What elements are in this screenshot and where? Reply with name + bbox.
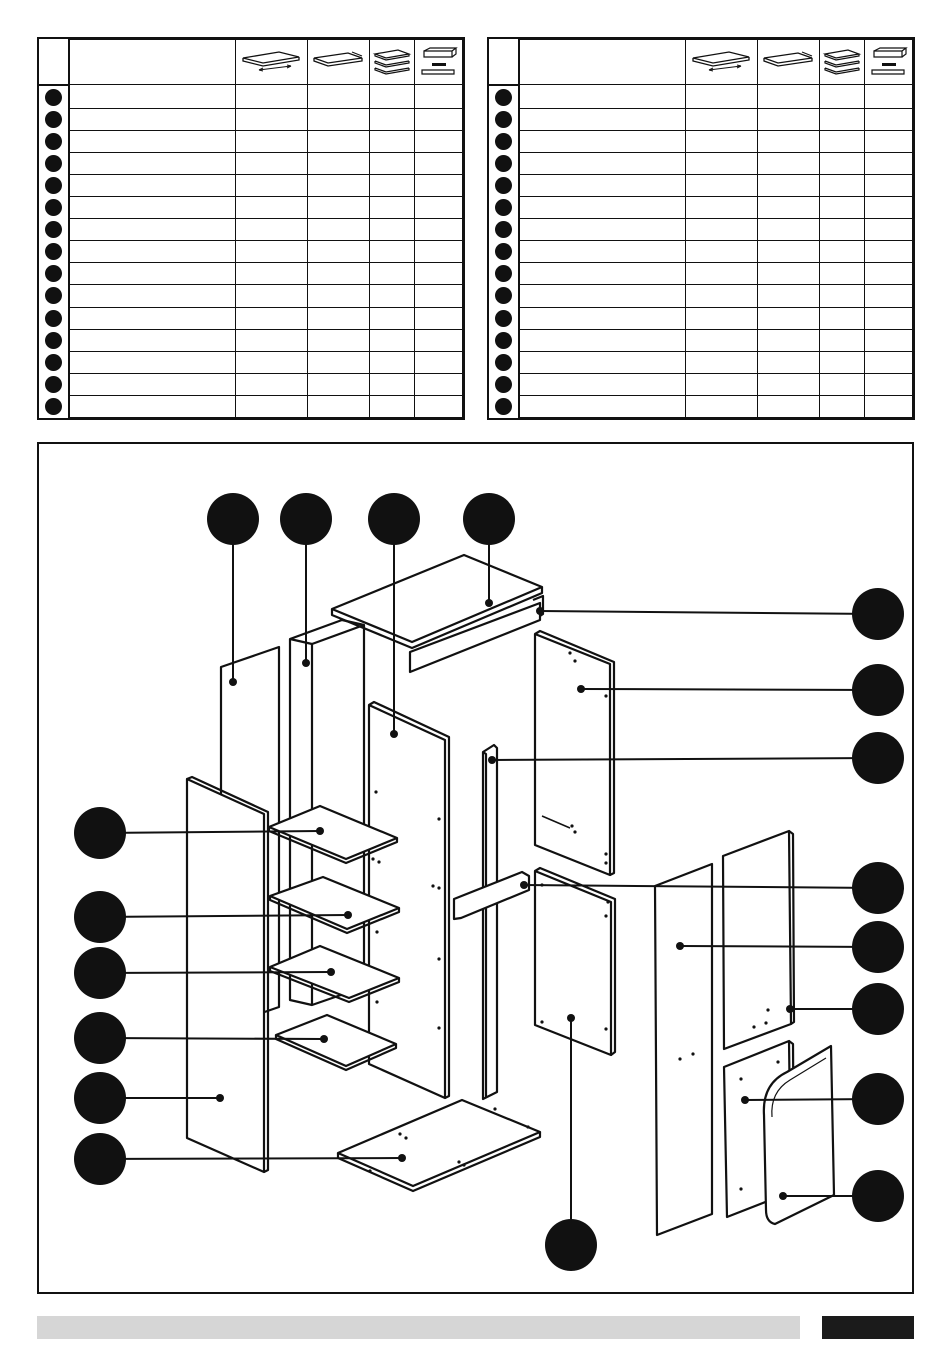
part-number-cell: [39, 85, 69, 108]
table-cell: [414, 395, 463, 417]
table-cell: [235, 263, 307, 285]
table-cell: [519, 307, 685, 329]
table-row: [489, 130, 913, 152]
table-cell: [69, 307, 235, 329]
table-header-row: [39, 40, 463, 85]
part-number-cell: [39, 351, 69, 373]
part-number-cell: [489, 241, 519, 263]
table-header-row: [489, 40, 913, 85]
table-cell: [307, 85, 369, 108]
table-cell: [414, 219, 463, 241]
table-cell: [414, 263, 463, 285]
callout-circle: [852, 862, 904, 914]
callout-circle: [852, 588, 904, 640]
table-row: [489, 152, 913, 174]
table-cell: [757, 373, 819, 395]
table-cell: [519, 373, 685, 395]
small-parts-icon: [416, 47, 460, 77]
table-cell: [864, 197, 913, 219]
part-number-cell: [489, 285, 519, 307]
table-cell: [685, 108, 757, 130]
table-row: [489, 197, 913, 219]
table-cell: [819, 219, 864, 241]
header-col-stack: [819, 40, 864, 85]
table-cell: [369, 175, 414, 197]
table-cell: [307, 263, 369, 285]
table-cell: [235, 373, 307, 395]
table-cell: [307, 373, 369, 395]
table-cell: [414, 175, 463, 197]
table-row: [489, 175, 913, 197]
table-cell: [685, 307, 757, 329]
callout-circle: [852, 1170, 904, 1222]
table-cell: [69, 329, 235, 351]
callout-circle: [852, 664, 904, 716]
table-cell: [369, 351, 414, 373]
table-row: [489, 395, 913, 417]
panel-length-icon: [689, 48, 753, 76]
table-cell: [757, 241, 819, 263]
table-cell: [519, 219, 685, 241]
table-cell: [69, 85, 235, 108]
table-cell: [864, 263, 913, 285]
table-cell: [307, 130, 369, 152]
exploded-assembly-diagram: [39, 444, 912, 1292]
table-cell: [414, 152, 463, 174]
part-number-badge: [495, 287, 512, 304]
side-panel-right-outer: [655, 864, 712, 1235]
table-cell: [519, 108, 685, 130]
table-cell: [685, 152, 757, 174]
table-cell: [307, 395, 369, 417]
table-cell: [685, 285, 757, 307]
part-number-cell: [39, 373, 69, 395]
part-number-badge: [495, 376, 512, 393]
table-cell: [819, 197, 864, 219]
table-cell: [519, 285, 685, 307]
part-number-cell: [489, 373, 519, 395]
table-cell: [757, 395, 819, 417]
table-cell: [864, 241, 913, 263]
part-number-cell: [39, 329, 69, 351]
part-number-badge: [45, 287, 62, 304]
table-cell: [685, 395, 757, 417]
part-number-cell: [39, 307, 69, 329]
table-cell: [757, 329, 819, 351]
table-cell: [69, 373, 235, 395]
table-cell: [369, 241, 414, 263]
part-number-cell: [489, 329, 519, 351]
parts-table-left: [37, 37, 465, 420]
table-cell: [414, 85, 463, 108]
table-row: [39, 85, 463, 108]
part-number-badge: [45, 133, 62, 150]
table-cell: [757, 307, 819, 329]
table-cell: [757, 285, 819, 307]
table-cell: [414, 241, 463, 263]
table-cell: [307, 175, 369, 197]
table-cell: [414, 373, 463, 395]
part-number-cell: [489, 307, 519, 329]
table-cell: [235, 152, 307, 174]
table-cell: [864, 329, 913, 351]
table-cell: [819, 373, 864, 395]
part-number-cell: [39, 197, 69, 219]
table-cell: [519, 130, 685, 152]
table-cell: [307, 241, 369, 263]
table-cell: [414, 197, 463, 219]
table-cell: [519, 329, 685, 351]
part-number-badge: [495, 177, 512, 194]
table-cell: [519, 197, 685, 219]
table-row: [39, 241, 463, 263]
table-cell: [235, 307, 307, 329]
part-number-badge: [495, 111, 512, 128]
table-cell: [864, 130, 913, 152]
part-number-badge: [45, 332, 62, 349]
table-cell: [757, 85, 819, 108]
part-number-cell: [489, 219, 519, 241]
table-cell: [685, 351, 757, 373]
part-number-cell: [489, 395, 519, 417]
part-number-cell: [39, 395, 69, 417]
panel-stack-icon: [822, 47, 862, 77]
table-cell: [369, 329, 414, 351]
table-row: [39, 373, 463, 395]
table-row: [39, 219, 463, 241]
part-number-cell: [39, 152, 69, 174]
parts-table-grid: [39, 39, 463, 418]
part-number-badge: [495, 354, 512, 371]
table-cell: [235, 130, 307, 152]
table-cell: [369, 307, 414, 329]
table-cell: [757, 197, 819, 219]
part-number-cell: [39, 263, 69, 285]
parts-table-grid: [489, 39, 913, 418]
table-cell: [69, 130, 235, 152]
table-cell: [864, 395, 913, 417]
exploded-diagram-frame: [37, 442, 914, 1294]
table-cell: [307, 108, 369, 130]
table-cell: [307, 152, 369, 174]
part-number-cell: [489, 175, 519, 197]
table-row: [489, 263, 913, 285]
part-number-badge: [45, 243, 62, 260]
table-row: [39, 307, 463, 329]
table-row: [489, 373, 913, 395]
part-number-badge: [495, 310, 512, 327]
table-cell: [819, 130, 864, 152]
header-col-stack: [369, 40, 414, 85]
part-number-cell: [489, 130, 519, 152]
parts-table-right: [487, 37, 915, 420]
table-cell: [757, 263, 819, 285]
header-col-width: [307, 40, 369, 85]
table-cell: [369, 108, 414, 130]
table-cell: [819, 263, 864, 285]
callout-circle: [545, 1219, 597, 1271]
callout-circle: [852, 1073, 904, 1125]
table-cell: [69, 351, 235, 373]
part-number-cell: [39, 108, 69, 130]
table-row: [39, 175, 463, 197]
table-cell: [685, 329, 757, 351]
part-number-cell: [489, 152, 519, 174]
part-number-badge: [495, 243, 512, 260]
part-number-cell: [489, 351, 519, 373]
part-number-cell: [489, 263, 519, 285]
table-cell: [819, 85, 864, 108]
part-number-badge: [495, 221, 512, 238]
table-cell: [307, 307, 369, 329]
header-col-small: [864, 40, 913, 85]
header-num-cell: [39, 40, 69, 85]
header-col-width: [757, 40, 819, 85]
table-cell: [519, 152, 685, 174]
small-parts-icon: [866, 47, 910, 77]
table-cell: [235, 351, 307, 373]
table-cell: [235, 285, 307, 307]
table-cell: [819, 307, 864, 329]
table-cell: [685, 85, 757, 108]
table-cell: [69, 395, 235, 417]
table-cell: [414, 351, 463, 373]
callout-circle: [463, 493, 515, 545]
table-cell: [864, 175, 913, 197]
part-number-badge: [495, 398, 512, 415]
table-cell: [369, 373, 414, 395]
header-col-length: [685, 40, 757, 85]
header-num-cell: [489, 40, 519, 85]
table-cell: [235, 219, 307, 241]
table-row: [489, 85, 913, 108]
table-cell: [369, 395, 414, 417]
table-cell: [819, 241, 864, 263]
table-cell: [819, 175, 864, 197]
table-cell: [864, 152, 913, 174]
callout-circle: [280, 493, 332, 545]
panel-length-icon: [239, 48, 303, 76]
table-cell: [307, 197, 369, 219]
table-cell: [519, 395, 685, 417]
table-cell: [69, 152, 235, 174]
part-number-cell: [39, 175, 69, 197]
table-cell: [685, 241, 757, 263]
part-number-badge: [45, 177, 62, 194]
callout-circle: [74, 947, 126, 999]
table-cell: [685, 263, 757, 285]
table-cell: [819, 285, 864, 307]
callout-circle: [852, 732, 904, 784]
table-cell: [235, 108, 307, 130]
table-cell: [369, 197, 414, 219]
callout-circle: [852, 921, 904, 973]
table-cell: [757, 108, 819, 130]
back-panel-lower: [535, 871, 611, 1055]
part-number-cell: [39, 219, 69, 241]
table-cell: [369, 130, 414, 152]
table-cell: [819, 395, 864, 417]
callout-circle: [74, 1012, 126, 1064]
table-cell: [864, 307, 913, 329]
table-cell: [307, 219, 369, 241]
table-cell: [819, 152, 864, 174]
table-cell: [757, 175, 819, 197]
part-number-cell: [39, 130, 69, 152]
table-cell: [757, 130, 819, 152]
table-cell: [369, 219, 414, 241]
part-number-badge: [495, 155, 512, 172]
table-cell: [819, 329, 864, 351]
table-row: [39, 285, 463, 307]
table-cell: [369, 285, 414, 307]
table-cell: [819, 108, 864, 130]
part-number-badge: [45, 111, 62, 128]
table-cell: [69, 197, 235, 219]
table-row: [39, 395, 463, 417]
header-col-length: [235, 40, 307, 85]
header-name-cell: [69, 40, 235, 85]
table-row: [489, 108, 913, 130]
table-cell: [519, 85, 685, 108]
callout-circle: [74, 807, 126, 859]
table-cell: [864, 108, 913, 130]
table-cell: [864, 285, 913, 307]
table-cell: [757, 351, 819, 373]
footer-page-label: [822, 1316, 914, 1339]
table-row: [489, 307, 913, 329]
table-cell: [414, 108, 463, 130]
table-cell: [414, 329, 463, 351]
table-cell: [519, 351, 685, 373]
table-row: [39, 130, 463, 152]
table-cell: [414, 307, 463, 329]
part-number-badge: [45, 89, 62, 106]
panel-stack-icon: [372, 47, 412, 77]
table-row: [39, 351, 463, 373]
table-row: [489, 329, 913, 351]
header-col-small: [414, 40, 463, 85]
part-number-badge: [45, 376, 62, 393]
table-row: [39, 329, 463, 351]
part-number-badge: [45, 354, 62, 371]
table-cell: [864, 85, 913, 108]
callout-circle: [74, 1133, 126, 1185]
table-cell: [864, 219, 913, 241]
table-cell: [819, 351, 864, 373]
table-cell: [369, 85, 414, 108]
table-cell: [369, 152, 414, 174]
table-cell: [685, 175, 757, 197]
part-number-badge: [495, 265, 512, 282]
table-cell: [757, 219, 819, 241]
part-number-cell: [489, 197, 519, 219]
table-cell: [307, 329, 369, 351]
door-upper: [723, 831, 791, 1049]
part-number-badge: [45, 199, 62, 216]
table-cell: [685, 373, 757, 395]
table-cell: [519, 241, 685, 263]
table-cell: [235, 85, 307, 108]
part-number-badge: [495, 89, 512, 106]
table-cell: [69, 108, 235, 130]
table-cell: [414, 130, 463, 152]
footer-bar: [37, 1316, 800, 1339]
table-cell: [69, 241, 235, 263]
table-cell: [235, 241, 307, 263]
table-cell: [519, 175, 685, 197]
part-number-badge: [45, 398, 62, 415]
table-row: [39, 108, 463, 130]
table-cell: [235, 197, 307, 219]
table-cell: [69, 263, 235, 285]
table-cell: [235, 175, 307, 197]
table-cell: [235, 329, 307, 351]
table-row: [39, 152, 463, 174]
table-row: [489, 285, 913, 307]
callout-circle: [852, 983, 904, 1035]
back-panel-upper: [535, 634, 610, 875]
part-number-badge: [45, 155, 62, 172]
part-number-badge: [495, 332, 512, 349]
table-cell: [685, 130, 757, 152]
part-number-cell: [39, 285, 69, 307]
table-cell: [69, 175, 235, 197]
table-row: [39, 197, 463, 219]
callout-circle: [74, 891, 126, 943]
table-cell: [685, 219, 757, 241]
part-number-badge: [45, 310, 62, 327]
table-row: [489, 351, 913, 373]
table-cell: [519, 263, 685, 285]
part-number-badge: [495, 199, 512, 216]
table-row: [39, 263, 463, 285]
table-cell: [864, 351, 913, 373]
table-cell: [685, 197, 757, 219]
callout-circle: [74, 1072, 126, 1124]
part-number-cell: [39, 241, 69, 263]
table-row: [489, 219, 913, 241]
table-row: [489, 241, 913, 263]
header-name-cell: [519, 40, 685, 85]
part-number-badge: [45, 221, 62, 238]
part-number-badge: [495, 133, 512, 150]
table-cell: [414, 285, 463, 307]
part-number-cell: [489, 85, 519, 108]
part-number-cell: [489, 108, 519, 130]
table-cell: [307, 351, 369, 373]
table-cell: [757, 152, 819, 174]
panel-width-icon: [310, 48, 366, 76]
table-cell: [369, 263, 414, 285]
table-cell: [864, 373, 913, 395]
side-panel-front-left: [187, 779, 264, 1172]
panel-width-icon: [760, 48, 816, 76]
table-cell: [235, 395, 307, 417]
callout-circle: [368, 493, 420, 545]
part-number-badge: [45, 265, 62, 282]
bottom-panel: [338, 1100, 540, 1186]
table-cell: [69, 285, 235, 307]
table-cell: [307, 285, 369, 307]
table-cell: [69, 219, 235, 241]
callout-circle: [207, 493, 259, 545]
